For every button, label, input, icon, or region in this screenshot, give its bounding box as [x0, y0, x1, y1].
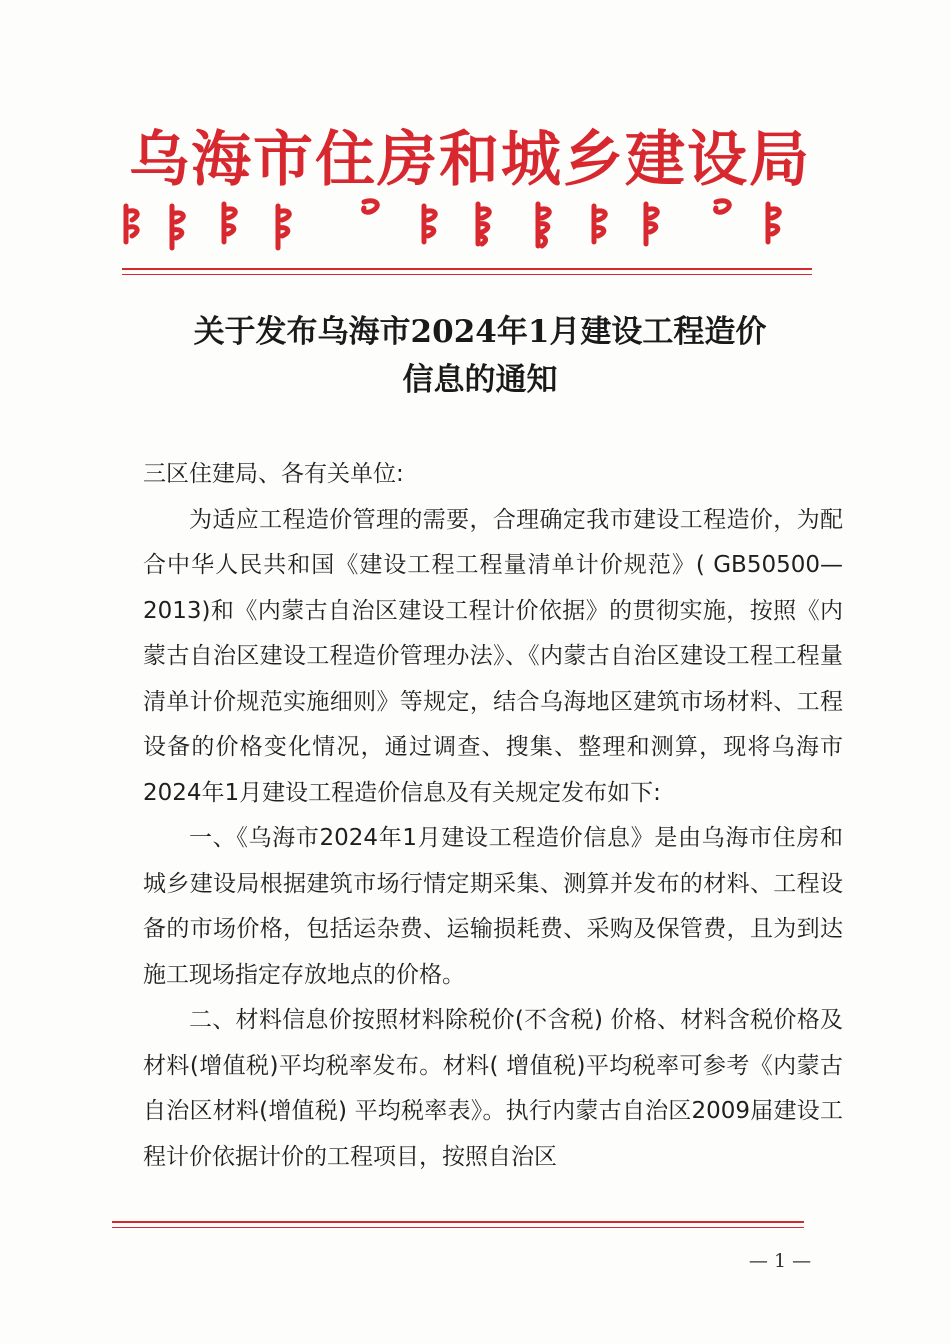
document-title: [130, 308, 830, 404]
letterhead-divider-thin: [122, 274, 812, 275]
mongolian-script-graphic: [118, 198, 818, 258]
document-title-line-1: 关于发布乌海市2024年1月建设工程造价: [193, 314, 767, 350]
org-letterhead-title: 乌海市住房和城乡建设局: [129, 125, 811, 195]
document-body: [143, 452, 843, 1180]
footer-divider-thick: [112, 1221, 804, 1223]
salutation: 三区住建局、各有关单位:: [143, 461, 404, 487]
letterhead-divider-thick: [122, 268, 812, 270]
document-title-line-2: 信息的通知: [402, 362, 558, 398]
paragraph-intro: 为适应工程造价管理的需要，合理确定我市建设工程造价，为配合中华人民共和国《建设工程工程量清单计价规范》( GB50500—2013)和《内蒙古自治区建设工程计价依据》的贯彻实施，按照《内蒙古自治区建设工程造价管理办法》、《内蒙古自治区建设工程工程量清单计价规范实施细则》等规定，结合乌海地区建筑市场材料、工程设备的价格变化情况，通过调查、搜集、整理和测算，现将乌海市2024年1月建设工程造价信息及有关规定发布如下:: [143, 506, 843, 806]
page-number: — 1 —: [748, 1250, 812, 1272]
footer-divider-thin: [112, 1227, 804, 1228]
mongolian-script-letterhead: [118, 198, 818, 258]
paragraph-item-2: 二、材料信息价按照材料除税价(不含税) 价格、材料含税价格及材料(增值税)平均税率发布。材料( 增值税)平均税率可参考《内蒙古自治区材料(增值税) 平均税率表》。执行内蒙古自治区2009届建设工程计价依据计价的工程项目，按照自治区: [143, 1007, 843, 1170]
paragraph-item-1: 一、《乌海市2024年1月建设工程造价信息》是由乌海市住房和城乡建设局根据建筑市场行情定期采集、测算并发布的材料、工程设备的市场价格，包括运杂费、运输损耗费、采购及保管费，且为到达施工现场指定存放地点的价格。: [143, 825, 843, 988]
